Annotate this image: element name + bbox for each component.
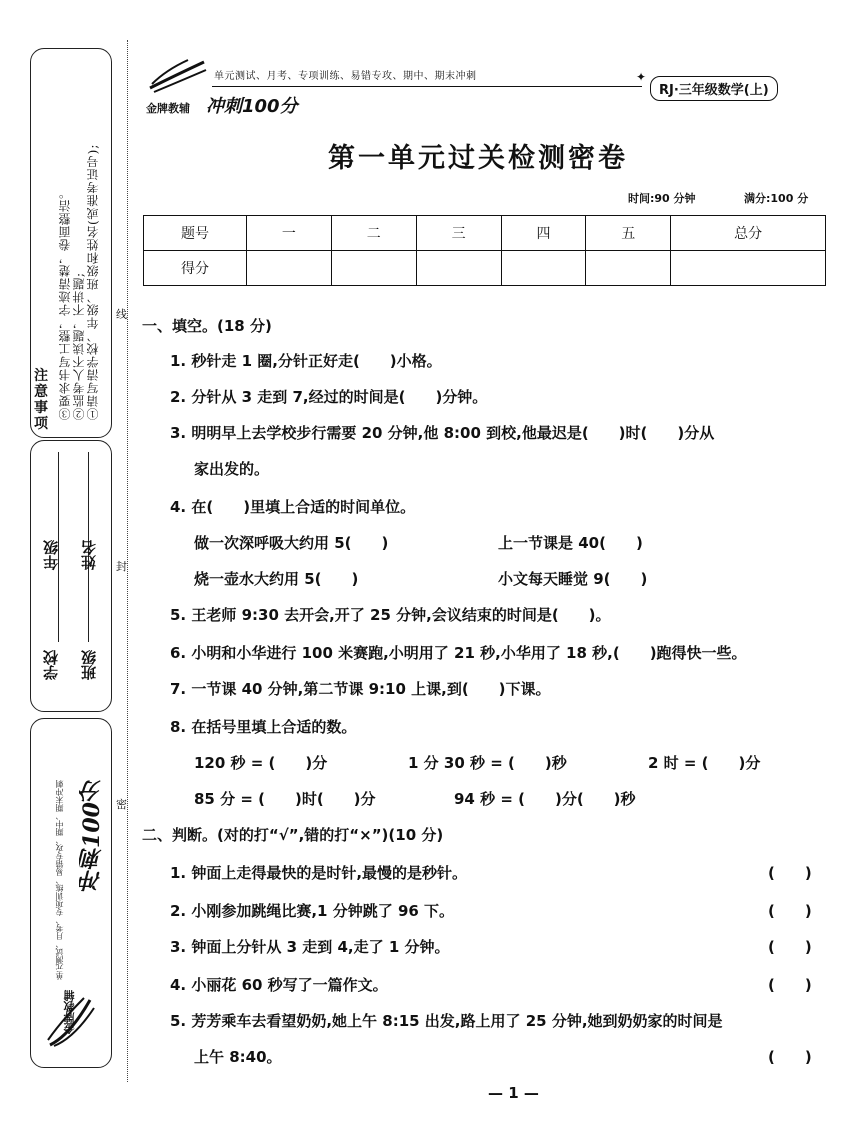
cut-mark-line: 线 [116,308,127,321]
question-1-3-cont: 家出发的。 [194,460,270,478]
score-cell[interactable] [671,251,826,286]
question-1-4c: 烧一壶水大约用 5( ) [194,570,359,588]
answer-box[interactable]: ( ) [768,976,812,994]
question-1-4: 4. 在( )里填上合适的时间单位。 [170,498,416,516]
score-cell[interactable] [416,251,501,286]
section-2-heading: 二、判断。(对的打“√”,错的打“×”)(10 分) [142,826,444,844]
question-1-7: 7. 一节课 40 分钟,第二节课 9:10 上课,到( )下课。 [170,680,551,698]
promo-title: 冲刺100分 [79,780,105,892]
question-1-4d: 小文每天睡觉 9( ) [498,570,648,588]
question-1-8a: 120 秒 = ( )分 [194,754,328,772]
question-1-8d: 85 分 = ( )时( )分 [194,790,376,808]
question-1-8: 8. 在括号里填上合适的数。 [170,718,357,736]
table-header-cell: 题号 [144,216,247,251]
question-1-4a: 做一次深呼吸大约用 5( ) [194,534,389,552]
answer-box[interactable]: ( ) [768,938,812,956]
question-1-6: 6. 小明和小华进行 100 米赛跑,小明用了 21 秒,小华用了 18 秒,( )跑得快一些。 [170,644,747,662]
question-1-4b: 上一节课是 40( ) [498,534,643,552]
question-1-3: 3. 明明早上去学校步行需要 20 分钟,他 8:00 到校,他最迟是( )时( )分从 [170,424,715,442]
field-class-label: 班级 [80,650,98,680]
judge-item-5-cont: 上午 8:40。 [194,1048,282,1066]
table-header-cell: 五 [586,216,671,251]
table-header-cell: 四 [501,216,586,251]
judge-item-4: 4. 小丽花 60 秒写了一篇作文。 [170,976,388,994]
question-1-2: 2. 分针从 3 走到 7,经过的时间是( )分钟。 [170,388,488,406]
exam-time: 时间:90 分钟 [628,192,696,205]
score-cell[interactable] [501,251,586,286]
header-strip: 单元测试、月考、专项训练、易错专攻、期中、期末冲刺 [214,71,477,82]
product-name: 冲刺100分 [206,96,298,117]
grade-badge: RJ·三年级数学(上) [650,76,778,101]
sparkle-icon: ✦ [636,70,647,84]
score-row-label: 得分 [144,251,247,286]
table-header-cell: 一 [247,216,332,251]
notes-line-1: ①请写清学校、年级、班级和姓名(或准考证号); [86,143,100,420]
answer-box[interactable]: ( ) [768,902,812,920]
judge-item-2: 2. 小刚参加跳绳比赛,1 分钟跳了 96 下。 [170,902,455,920]
judge-item-1: 1. 钟面上走得最快的是时针,最慢的是秒针。 [170,864,468,882]
notes-line-3: ③要求书写工整，字迹清楚，卷面整洁。 [58,186,72,420]
brand-logo-icon [148,56,208,96]
judge-item-5: 5. 芳芳乘车去看望奶奶,她上午 8:15 出发,路上用了 25 分钟,她到奶奶家的时间是 [170,1012,723,1030]
question-1-8c: 2 时 = ( )分 [648,754,761,772]
cut-mark-seal: 封 [116,560,127,573]
page-number: — 1 — [488,1084,539,1102]
score-table-score-row [144,251,826,286]
score-table [143,215,826,286]
table-header-cell: 二 [331,216,416,251]
header-rule [212,86,642,87]
field-grade-label: 年级 [42,540,60,570]
score-cell[interactable] [586,251,671,286]
notes-line-2: ②监考人不读题，不讲题; [72,271,86,420]
cut-line [127,40,128,1082]
question-1-5: 5. 王老师 9:30 去开会,开了 25 分钟,会议结束的时间是( )。 [170,606,611,624]
brand-name: 金牌教辅 [146,102,190,115]
answer-box[interactable]: ( ) [768,1048,812,1066]
promo-brand: 金牌教辅 [63,990,76,1034]
section-1-heading: 一、填空。(18 分) [142,317,272,335]
score-cell[interactable] [331,251,416,286]
table-header-cell: 三 [416,216,501,251]
promo-text: 单元测试、月考、专项训练、易错专攻、期中、期末冲刺 [55,780,64,980]
table-header-cell: 总分 [671,216,826,251]
field-school-label: 学校 [42,650,60,680]
page-title: 第一单元过关检测密卷 [328,143,628,174]
notes-heading: 注意事项 [34,368,50,432]
field-name-label: 姓名 [80,540,98,570]
question-1-1: 1. 秒针走 1 圈,分针正好走( )小格。 [170,352,442,370]
question-1-8b: 1 分 30 秒 = ( )秒 [408,754,567,772]
answer-box[interactable]: ( ) [768,864,812,882]
judge-item-3: 3. 钟面上分针从 3 走到 4,走了 1 分钟。 [170,938,450,956]
score-cell[interactable] [247,251,332,286]
question-1-8e: 94 秒 = ( )分( )秒 [454,790,636,808]
score-table-header-row [144,216,826,251]
cut-mark-secret: 密 [116,798,127,811]
full-score: 满分:100 分 [744,192,809,205]
